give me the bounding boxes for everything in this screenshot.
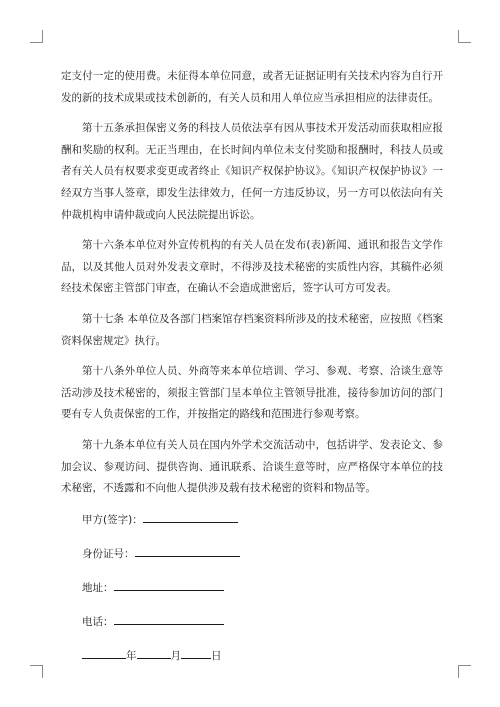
crop-mark-top-right [458, 30, 471, 43]
day-label: 日 [211, 649, 222, 662]
id-number-label: 身份证号： [82, 547, 135, 560]
id-number-row [82, 543, 443, 565]
month-blank[interactable] [137, 646, 171, 659]
paragraph-article-18: 第十八条外单位人员、外商等来本单位培训、学习、参观、考察、洽谈生意等活动涉及技术秘密的，须报主管部门呈本单位主管领导批准，接待参加访问的部门要有专人负责保密的工作，并按指定的路线和范围进行参观考察。 [61, 365, 443, 421]
paragraph-continuation: 定支付一定的使用费。未征得本单位同意，或者无证据证明有关技术内容为自行开发的新的技术成果或技术创新的，有关人员和用人单位应当承担相应的法律责任。 [61, 70, 443, 104]
paragraph-article-16: 第十六条本单位对外宣传机构的有关人员在发布(表)新闻、通讯和报告文学作品，以及其他人员对外发表文章时，不得涉及技术秘密的实质性内容，其稿件必须经技术保密主管部门审查，在确认不会造成泄密后，签字认可方可发表。 [61, 239, 443, 295]
address-label: 地址： [82, 581, 114, 594]
address-blank[interactable] [114, 578, 224, 591]
crop-mark-bottom-left [30, 665, 43, 678]
year-label: 年 [126, 649, 137, 662]
party-a-row [82, 509, 443, 531]
party-a-blank[interactable] [143, 510, 238, 523]
party-a-label: 甲方(签字)： [82, 513, 143, 526]
date-row [82, 645, 443, 667]
year-blank[interactable] [82, 646, 126, 659]
address-row [82, 577, 443, 599]
paragraph-article-19: 第十九条本单位有关人员在国内外学术交流活动中，包括讲学、发表论文、参加会议、参观访问、提供咨询、通讯联系、洽谈生意等时，应严格保守本单位的技术秘密，不透露和不向他人提供涉及载有技术秘密的资料和物品等。 [61, 438, 443, 495]
signature-block [82, 509, 443, 667]
document-body [61, 66, 443, 679]
phone-blank[interactable] [114, 612, 224, 625]
day-blank[interactable] [181, 646, 211, 659]
paragraph-article-15: 第十五条承担保密义务的科技人员依法享有因从事技术开发活动而获取相应报酬和奖励的权利。无正当理由，在长时间内单位未支付奖励和报酬时，科技人员或者有关人员有权要求变更或者终止《知识产权保护协议》。《知识产权保护协议》一经双方当事人签章，即发生法律效力，任何一方违反协议，另一方可以依法向有关仲裁机构申请仲裁或向人民法院提出诉讼。 [61, 122, 443, 221]
phone-row [82, 611, 443, 633]
crop-mark-top-left [30, 30, 43, 43]
id-number-blank[interactable] [135, 544, 240, 557]
phone-label: 电话： [82, 615, 114, 628]
paragraph-article-17: 第十七条 本单位及各部门档案馆存档案资料所涉及的技术秘密，应按照《档案资料保密规定》执行。 [61, 312, 443, 347]
crop-mark-bottom-right [458, 665, 471, 678]
month-label: 月 [170, 649, 181, 662]
